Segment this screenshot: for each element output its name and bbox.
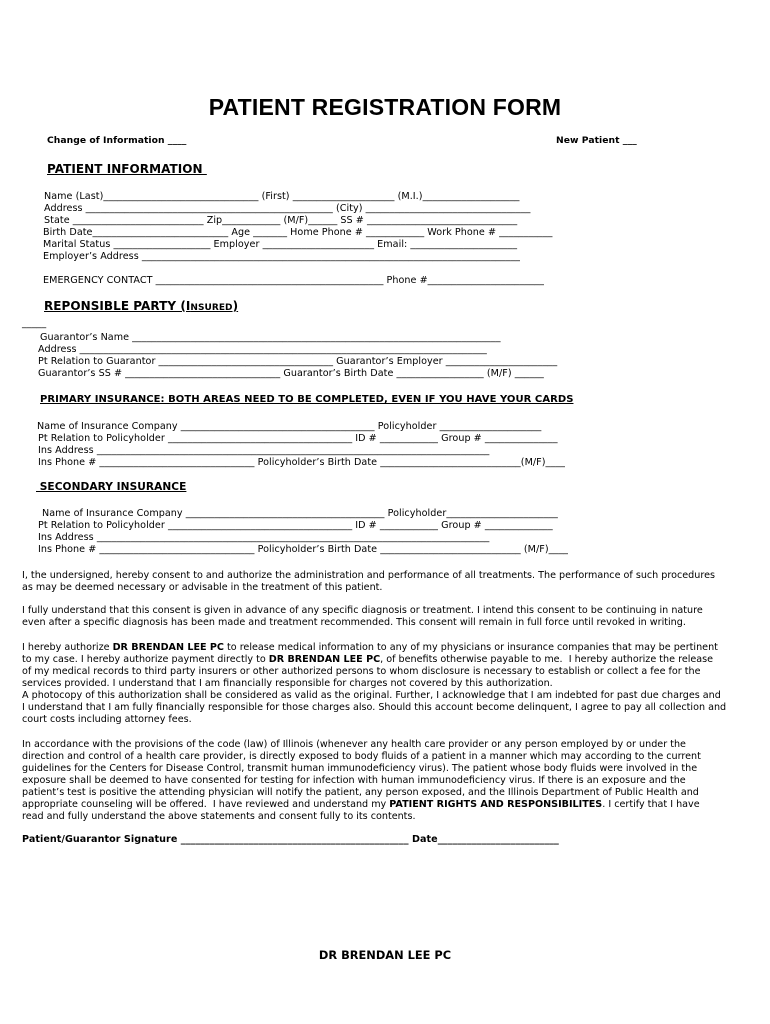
- patient-information-heading: PATIENT INFORMATION: [47, 162, 207, 176]
- consent-line: I hereby authorize DR BRENDAN LEE PC to release medical information to any of my physicians or insurance companies that may be pertinent: [22, 642, 718, 653]
- patient-rights-text: PATIENT RIGHTS AND RESPONSIBILITES: [389, 799, 603, 810]
- consent-line: as may be deemed necessary or advisable in the treatment of this patient.: [22, 582, 383, 593]
- consent-line: appropriate counseling will be offered. I have reviewed and understand my PATIENT RIGHTS AND RESPONSIBILITES. I certify that I have: [22, 799, 700, 810]
- secondary-ins-address-field[interactable]: Ins Address _________________________________________________________________________________: [38, 532, 490, 543]
- consent-line: to my case. I hereby authorize payment directly to DR BRENDAN LEE PC, of benefits otherwise payable to me. I hereby authorize the release: [22, 654, 714, 665]
- primary-ins-phone-field[interactable]: Ins Phone # ________________________________ Policyholder’s Birth Date _____________________________(M/F)____: [38, 457, 565, 468]
- patient-address-field[interactable]: Address ___________________________________________________ (City) __________________________________: [44, 203, 531, 214]
- footer-provider-name: DR BRENDAN LEE PC: [318, 948, 452, 962]
- primary-relation-field[interactable]: Pt Relation to Policyholder ______________________________________ ID # ____________ Group # _______________: [38, 433, 558, 444]
- consent-line: exposure shall be deemed to have consented for testing for infection with human immunodeficiency virus. If there is an exposure and the: [22, 775, 686, 786]
- form-title: PATIENT REGISTRATION FORM: [208, 94, 562, 120]
- employer-address-field[interactable]: Employer’s Address ______________________________________________________________________________: [43, 251, 520, 262]
- patient-marital-status-field[interactable]: Marital Status ____________________ Employer _______________________ Email: ______________________: [43, 239, 518, 250]
- guarantor-relation-field[interactable]: Pt Relation to Guarantor ____________________________________ Guarantor’s Employer _______________________: [38, 356, 558, 367]
- consent-line: I, the undersigned, hereby consent to and authorize the administration and performance of all treatments. The performance of such procedures: [22, 570, 715, 581]
- primary-insurance-company-field[interactable]: Name of Insurance Company ________________________________________ Policyholder _____________________: [37, 421, 542, 432]
- consent-line: In accordance with the provisions of the code (law) of Illinois (whenever any health care provider or any person employed by or under the: [22, 739, 686, 750]
- consent-paragraph-1: [22, 570, 762, 594]
- patient-birthdate-field[interactable]: Birth Date____________________________ Age _______ Home Phone # ____________ Work Phone # ___________: [43, 227, 553, 238]
- consent-line: I fully understand that this consent is given in advance of any specific diagnosis or treatment. I intend this consent to be continuing in nature: [22, 605, 703, 616]
- patient-state-field[interactable]: State ___________________________ Zip____________ (M/F)______ SS # _______________________________: [44, 215, 518, 226]
- consent-line: guidelines for the Centers for Disease Control, transmit human immunodeficiency virus). The patient whose body fluids were involved in the: [22, 763, 698, 774]
- consent-line: I understand that I am fully financially responsible for those charges also. Should this account become delinquent, I agree to pay all collection and: [22, 702, 727, 713]
- primary-insurance-heading: PRIMARY INSURANCE: BOTH AREAS NEED TO BE COMPLETED, EVEN IF YOU HAVE YOUR CARDS: [40, 394, 574, 405]
- responsible-party-heading: REPONSIBLE PARTY (INSURED): [44, 299, 239, 313]
- secondary-insurance-company-field[interactable]: Name of Insurance Company _________________________________________ Policyholder_______________________: [42, 508, 558, 519]
- secondary-relation-field[interactable]: Pt Relation to Policyholder ______________________________________ ID # ____________ Group # ______________: [38, 520, 553, 531]
- new-patient-field[interactable]: New Patient ___: [556, 135, 637, 146]
- emergency-contact-field[interactable]: EMERGENCY CONTACT _______________________________________________ Phone #________________________: [43, 275, 545, 286]
- authorization-paragraph: [22, 642, 762, 726]
- consent-paragraph-2: [22, 605, 762, 629]
- consent-line: of my medical records to third party insurers or other authorized persons to whom disclosure is necessary to establish or collect a fee for the: [22, 666, 701, 677]
- provider-name: DR BRENDAN LEE PC: [268, 654, 381, 665]
- consent-line: direction and control of a health care provider, is directly exposed to body fluids of a patient in a manner which may according to the current: [22, 751, 701, 762]
- consent-line: A photocopy of this authorization shall be considered as valid as the original. Further, I acknowledge that I am indebted for past due charges and: [22, 690, 721, 701]
- consent-line: read and fully understand the above statements and consent fully to its contents.: [22, 811, 416, 822]
- consent-line: court costs including attorney fees.: [22, 714, 192, 725]
- patient-name-field[interactable]: Name (Last)________________________________ (First) _____________________ (M.I.)____________________: [44, 191, 520, 202]
- guarantor-ss-field[interactable]: Guarantor’s SS # ________________________________ Guarantor’s Birth Date __________________ (M/F) ______: [38, 368, 544, 379]
- consent-line: patient’s test is positive the attending physician will notify the patient, any person exposed, and the Illinois Department of Public Health and: [22, 787, 699, 798]
- consent-line: services provided. I understand that I am financially responsible for charges not covered by this authorization.: [22, 678, 553, 689]
- consent-line: even after a specific diagnosis has been made and treatment recommended. This consent will remain in full force until revoked in writing.: [22, 617, 686, 628]
- secondary-insurance-heading: SECONDARY INSURANCE: [36, 481, 187, 493]
- provider-name: DR BRENDAN LEE PC: [112, 642, 224, 653]
- responsible-party-blank[interactable]: _____: [22, 318, 47, 329]
- signature-date-field[interactable]: Patient/Guarantor Signature _______________________________________________ Date_________________________: [22, 834, 559, 845]
- guarantor-address-field[interactable]: Address ____________________________________________________________________________________: [38, 344, 487, 355]
- guarantor-name-field[interactable]: Guarantor’s Name ____________________________________________________________________________: [40, 332, 501, 343]
- change-of-information-field[interactable]: Change of Information ____: [47, 135, 187, 146]
- primary-ins-address-field[interactable]: Ins Address _________________________________________________________________________________: [38, 445, 490, 456]
- illinois-law-paragraph: [22, 739, 762, 823]
- secondary-ins-phone-field[interactable]: Ins Phone # ________________________________ Policyholder’s Birth Date _____________________________ (M/F)____: [38, 544, 569, 555]
